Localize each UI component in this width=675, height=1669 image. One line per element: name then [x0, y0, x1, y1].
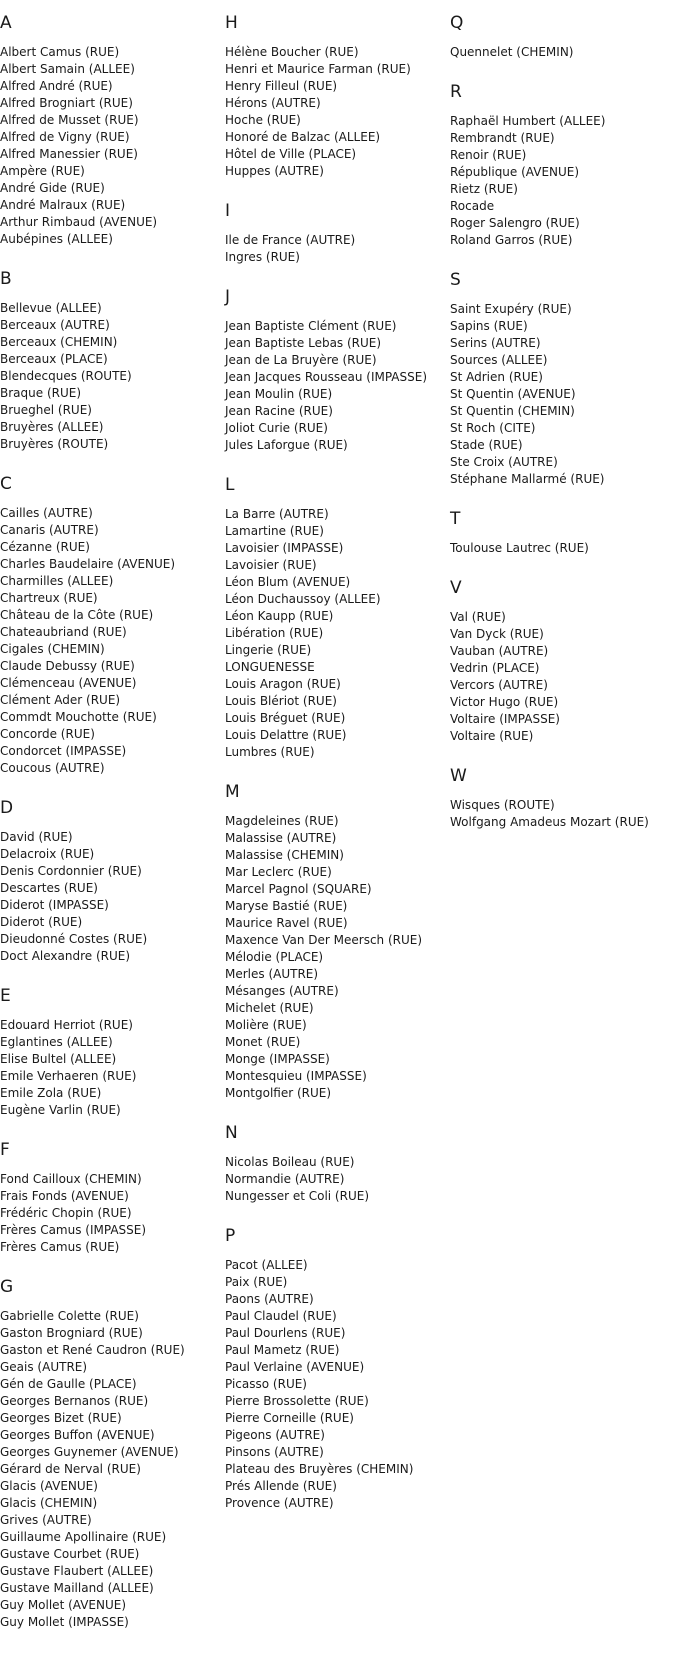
street-item[interactable]: Jean Baptiste Lebas (RUE)	[225, 336, 382, 350]
street-item[interactable]: Hérons (AUTRE)	[225, 96, 321, 110]
street-list	[450, 44, 675, 61]
street-item[interactable]: Arthur Rimbaud (AVENUE)	[0, 215, 158, 229]
street-item[interactable]: Stéphane Mallarmé (RUE)	[450, 472, 605, 486]
street-item[interactable]: Pierre Corneille (RUE)	[225, 1411, 354, 1425]
street-item[interactable]: Glacis (AVENUE)	[0, 1479, 98, 1493]
street-item[interactable]: Lamartine (RUE)	[225, 524, 324, 538]
street-item[interactable]: Château de la Côte (RUE)	[0, 608, 154, 622]
street-item[interactable]: Cigales (CHEMIN)	[0, 642, 105, 656]
street-item[interactable]: Prés Allende (RUE)	[225, 1479, 337, 1493]
street-item[interactable]: Maryse Bastié (RUE)	[225, 899, 348, 913]
street-item[interactable]: Vedrin (PLACE)	[450, 661, 540, 675]
street-item[interactable]: Jules Laforgue (RUE)	[225, 438, 348, 452]
street-item[interactable]: Grives (AUTRE)	[0, 1513, 92, 1527]
street-item[interactable]: Claude Debussy (RUE)	[0, 659, 135, 673]
street-item[interactable]: Wisques (ROUTE)	[450, 798, 555, 812]
street-item[interactable]: Louis Delattre (RUE)	[225, 728, 347, 742]
street-item[interactable]: Paix (RUE)	[225, 1275, 288, 1289]
street-item[interactable]: Stade (RUE)	[450, 438, 523, 452]
letter-section-a	[0, 12, 225, 248]
street-item[interactable]: Nicolas Boileau (RUE)	[225, 1155, 355, 1169]
letter-section-q	[450, 12, 675, 61]
street-item[interactable]: Georges Guynemer (AVENUE)	[0, 1445, 179, 1459]
letter-heading: T	[450, 509, 461, 529]
street-list	[0, 1171, 225, 1256]
street-item[interactable]: Pinsons (AUTRE)	[225, 1445, 324, 1459]
street-item[interactable]: Bruyères (ROUTE)	[0, 437, 109, 451]
street-item[interactable]: Alfred Manessier (RUE)	[0, 147, 138, 161]
street-item[interactable]: Léon Kaupp (RUE)	[225, 609, 334, 623]
street-item[interactable]: Rocade	[450, 199, 495, 213]
street-item[interactable]: Geais (AUTRE)	[0, 1360, 88, 1374]
street-item[interactable]: Hélène Boucher (RUE)	[225, 45, 359, 59]
street-item[interactable]: Alfred de Vigny (RUE)	[0, 130, 130, 144]
street-list	[450, 609, 675, 745]
street-item[interactable]: Aubépines (ALLEE)	[0, 232, 113, 246]
street-item[interactable]: Henry Filleul (RUE)	[225, 79, 338, 93]
street-item[interactable]: Ste Croix (AUTRE)	[450, 455, 558, 469]
street-item[interactable]: Louis Blériot (RUE)	[225, 694, 337, 708]
letter-heading: Q	[450, 13, 464, 33]
street-item[interactable]: André Malraux (RUE)	[0, 198, 126, 212]
street-item[interactable]: St Adrien (RUE)	[450, 370, 543, 384]
street-item[interactable]: Hoche (RUE)	[225, 113, 301, 127]
street-item[interactable]: Gérard de Nerval (RUE)	[0, 1462, 141, 1476]
street-item[interactable]: Ile de France (AUTRE)	[225, 233, 356, 247]
street-item[interactable]: Paul Dourlens (RUE)	[225, 1326, 346, 1340]
street-item[interactable]: Renoir (RUE)	[450, 148, 527, 162]
letter-heading: N	[225, 1123, 238, 1143]
letter-section-b	[0, 268, 225, 453]
street-item[interactable]: Fond Cailloux (CHEMIN)	[0, 1172, 142, 1186]
street-item[interactable]: Elise Bultel (ALLEE)	[0, 1052, 117, 1066]
street-item[interactable]: St Quentin (AVENUE)	[450, 387, 576, 401]
street-item[interactable]: Maxence Van Der Meersch (RUE)	[225, 933, 423, 947]
street-item[interactable]: Monge (IMPASSE)	[225, 1052, 330, 1066]
street-item[interactable]: Sapins (RUE)	[450, 319, 528, 333]
street-item[interactable]: Montesquieu (IMPASSE)	[225, 1069, 367, 1083]
street-item[interactable]: Clémenceau (AVENUE)	[0, 676, 137, 690]
letter-heading: B	[0, 269, 12, 289]
street-item[interactable]: Denis Cordonnier (RUE)	[0, 864, 142, 878]
street-list	[225, 813, 450, 1102]
street-item[interactable]: Frères Camus (RUE)	[0, 1240, 120, 1254]
street-item[interactable]: Lingerie (RUE)	[225, 643, 312, 657]
street-item[interactable]: Marcel Pagnol (SQUARE)	[225, 882, 372, 896]
street-item[interactable]: Eglantines (ALLEE)	[0, 1035, 113, 1049]
street-item[interactable]: Descartes (RUE)	[0, 881, 98, 895]
street-item[interactable]: Paul Verlaine (AVENUE)	[225, 1360, 365, 1374]
street-item[interactable]: Voltaire (RUE)	[450, 729, 534, 743]
letter-section-d	[0, 797, 225, 965]
street-item[interactable]: Vercors (AUTRE)	[450, 678, 548, 692]
street-item[interactable]: Louis Bréguet (RUE)	[225, 711, 346, 725]
street-item[interactable]: Lavoisier (RUE)	[225, 558, 317, 572]
street-list	[0, 829, 225, 965]
street-item[interactable]: Mar Leclerc (RUE)	[225, 865, 332, 879]
street-item[interactable]: La Barre (AUTRE)	[225, 507, 329, 521]
street-item[interactable]: Roger Salengro (RUE)	[450, 216, 580, 230]
street-item[interactable]: Bruyères (ALLEE)	[0, 420, 104, 434]
street-item[interactable]: Léon Duchaussoy (ALLEE)	[225, 592, 381, 606]
street-item[interactable]: Charles Baudelaire (AVENUE)	[0, 557, 176, 571]
street-item[interactable]: Serins (AUTRE)	[450, 336, 541, 350]
street-item[interactable]: Picasso (RUE)	[225, 1377, 307, 1391]
letter-section-e	[0, 985, 225, 1119]
street-item[interactable]: Gabrielle Colette (RUE)	[0, 1309, 139, 1323]
letter-heading: W	[450, 766, 467, 786]
letter-heading: G	[0, 1277, 14, 1297]
column-3	[450, 0, 675, 851]
street-item[interactable]: Dieudonné Costes (RUE)	[0, 932, 148, 946]
street-item[interactable]: Lavoisier (IMPASSE)	[225, 541, 344, 555]
street-item[interactable]: Sources (ALLEE)	[450, 353, 548, 367]
letter-heading: C	[0, 474, 12, 494]
letter-section-g	[0, 1276, 225, 1631]
street-item[interactable]: Eugène Varlin (RUE)	[0, 1103, 121, 1117]
street-item[interactable]: Pacot (ALLEE)	[225, 1258, 308, 1272]
street-list	[225, 318, 450, 454]
street-item[interactable]: Braque (RUE)	[0, 386, 82, 400]
street-item[interactable]: Guy Mollet (IMPASSE)	[0, 1615, 129, 1629]
street-item[interactable]: David (RUE)	[0, 830, 73, 844]
letter-heading: M	[225, 782, 240, 802]
street-item[interactable]: Mélodie (PLACE)	[225, 950, 324, 964]
street-item[interactable]: Chateaubriand (RUE)	[0, 625, 127, 639]
street-item[interactable]: Rietz (RUE)	[450, 182, 518, 196]
street-item[interactable]: Michelet (RUE)	[225, 1001, 314, 1015]
street-item[interactable]: Gén de Gaulle (PLACE)	[0, 1377, 137, 1391]
street-item[interactable]: Albert Samain (ALLEE)	[0, 62, 135, 76]
street-list	[0, 44, 225, 248]
letter-heading: F	[0, 1140, 10, 1160]
street-list	[450, 797, 675, 831]
street-item[interactable]: Condorcet (IMPASSE)	[0, 744, 127, 758]
street-item[interactable]: Merles (AUTRE)	[225, 967, 319, 981]
street-item[interactable]: Magdeleines (RUE)	[225, 814, 339, 828]
street-item[interactable]: Commdt Mouchotte (RUE)	[0, 710, 157, 724]
street-item[interactable]: Doct Alexandre (RUE)	[0, 949, 131, 963]
street-item[interactable]: Léon Blum (AVENUE)	[225, 575, 351, 589]
street-item[interactable]: Paons (AUTRE)	[225, 1292, 314, 1306]
street-item[interactable]: Louis Aragon (RUE)	[225, 677, 341, 691]
column-1	[0, 0, 225, 1651]
street-list	[225, 506, 450, 761]
letter-section-m	[225, 781, 450, 1102]
street-item[interactable]: Jean Jacques Rousseau (IMPASSE)	[225, 370, 428, 384]
street-item[interactable]: Montgolfier (RUE)	[225, 1086, 332, 1100]
letter-section-s	[450, 269, 675, 488]
street-item[interactable]: Voltaire (IMPASSE)	[450, 712, 560, 726]
street-item[interactable]: Henri et Maurice Farman (RUE)	[225, 62, 411, 76]
street-list	[225, 1154, 450, 1205]
street-item[interactable]: Canaris (AUTRE)	[0, 523, 99, 537]
street-item[interactable]: Guy Mollet (AVENUE)	[0, 1598, 127, 1612]
street-item[interactable]: Alfred de Musset (RUE)	[0, 113, 139, 127]
street-item[interactable]: Charmilles (ALLEE)	[0, 574, 114, 588]
street-item[interactable]: Georges Bizet (RUE)	[0, 1411, 122, 1425]
street-item[interactable]: Libération (RUE)	[225, 626, 324, 640]
letter-heading: S	[450, 270, 461, 290]
street-item[interactable]: Val (RUE)	[450, 610, 506, 624]
letter-section-i	[225, 200, 450, 266]
column-2	[225, 0, 450, 1532]
street-item[interactable]: Provence (AUTRE)	[225, 1496, 334, 1510]
street-item[interactable]: St Roch (CITE)	[450, 421, 536, 435]
street-list	[450, 540, 675, 557]
street-item[interactable]: Coucous (AUTRE)	[0, 761, 105, 775]
street-item[interactable]: Georges Bernanos (RUE)	[0, 1394, 149, 1408]
street-list	[225, 232, 450, 266]
street-list	[0, 1308, 225, 1631]
letter-section-w	[450, 765, 675, 831]
letter-section-l	[225, 474, 450, 761]
street-item[interactable]: Pigeons (AUTRE)	[225, 1428, 325, 1442]
letter-heading: P	[225, 1226, 236, 1246]
street-item[interactable]: Paul Claudel (RUE)	[225, 1309, 337, 1323]
street-item[interactable]: Monet (RUE)	[225, 1035, 301, 1049]
street-item[interactable]: Jean Baptiste Clément (RUE)	[225, 319, 397, 333]
letter-section-c	[0, 473, 225, 777]
street-item[interactable]: Raphaël Humbert (ALLEE)	[450, 114, 606, 128]
street-item[interactable]: Ingres (RUE)	[225, 250, 300, 264]
street-list	[225, 44, 450, 180]
street-item[interactable]: Frédéric Chopin (RUE)	[0, 1206, 132, 1220]
street-item[interactable]: Georges Buffon (AVENUE)	[0, 1428, 155, 1442]
street-list	[450, 301, 675, 488]
street-list	[0, 505, 225, 777]
street-item[interactable]: Chartreux (RUE)	[0, 591, 98, 605]
street-item[interactable]: Ampère (RUE)	[0, 164, 85, 178]
letter-section-r	[450, 81, 675, 249]
letter-heading: I	[225, 201, 231, 221]
street-list	[225, 1257, 450, 1512]
street-item[interactable]: Alfred André (RUE)	[0, 79, 113, 93]
street-item[interactable]: Mésanges (AUTRE)	[225, 984, 339, 998]
street-item[interactable]: Glacis (CHEMIN)	[0, 1496, 98, 1510]
street-item[interactable]: Jean Racine (RUE)	[225, 404, 333, 418]
street-item[interactable]: Rembrandt (RUE)	[450, 131, 555, 145]
street-item[interactable]: Roland Garros (RUE)	[450, 233, 573, 247]
street-item[interactable]: Berceaux (PLACE)	[0, 352, 108, 366]
street-item[interactable]: Toulouse Lautrec (RUE)	[450, 541, 589, 555]
letter-heading: D	[0, 798, 14, 818]
street-list	[0, 300, 225, 453]
street-item[interactable]: Malassise (AUTRE)	[225, 831, 337, 845]
letter-heading: J	[225, 287, 231, 307]
street-item[interactable]: Diderot (RUE)	[0, 915, 83, 929]
street-item[interactable]: Blendecques (ROUTE)	[0, 369, 132, 383]
street-item[interactable]: Gaston et René Caudron (RUE)	[0, 1343, 185, 1357]
street-item[interactable]: Guillaume Apollinaire (RUE)	[0, 1530, 167, 1544]
letter-heading: E	[0, 986, 11, 1006]
street-item[interactable]: Gustave Mailland (ALLEE)	[0, 1581, 154, 1595]
street-item[interactable]: Maurice Ravel (RUE)	[225, 916, 348, 930]
letter-section-p	[225, 1225, 450, 1512]
street-item[interactable]: Van Dyck (RUE)	[450, 627, 544, 641]
street-item[interactable]: Cézanne (RUE)	[0, 540, 90, 554]
street-item[interactable]: Edouard Herriot (RUE)	[0, 1018, 133, 1032]
street-item[interactable]: Jean Moulin (RUE)	[225, 387, 333, 401]
street-item[interactable]: Brueghel (RUE)	[0, 403, 92, 417]
street-item[interactable]: Pierre Brossolette (RUE)	[225, 1394, 369, 1408]
street-item[interactable]: André Gide (RUE)	[0, 181, 105, 195]
letter-section-h	[225, 12, 450, 180]
street-list	[0, 1017, 225, 1119]
street-item[interactable]: Saint Exupéry (RUE)	[450, 302, 572, 316]
street-item[interactable]: Berceaux (AUTRE)	[0, 318, 110, 332]
street-list	[450, 113, 675, 249]
street-item[interactable]: Hôtel de Ville (PLACE)	[225, 147, 357, 161]
street-item[interactable]: Bellevue (ALLEE)	[0, 301, 102, 315]
street-item[interactable]: Emile Zola (RUE)	[0, 1086, 102, 1100]
street-item[interactable]: Berceaux (CHEMIN)	[0, 335, 118, 349]
street-item[interactable]: Vauban (AUTRE)	[450, 644, 549, 658]
letter-section-j	[225, 286, 450, 454]
letter-section-f	[0, 1139, 225, 1256]
street-item[interactable]: Plateau des Bruyères (CHEMIN)	[225, 1462, 414, 1476]
letter-heading: L	[225, 475, 235, 495]
street-item[interactable]: Delacroix (RUE)	[0, 847, 95, 861]
street-item[interactable]: Honoré de Balzac (ALLEE)	[225, 130, 381, 144]
letter-section-v	[450, 577, 675, 745]
street-item[interactable]: LONGUENESSE	[225, 660, 315, 674]
street-item[interactable]: Diderot (IMPASSE)	[0, 898, 109, 912]
street-item[interactable]: Wolfgang Amadeus Mozart (RUE)	[450, 815, 649, 829]
street-item[interactable]: Gaston Brogniard (RUE)	[0, 1326, 143, 1340]
street-item[interactable]: Malassise (CHEMIN)	[225, 848, 344, 862]
street-item[interactable]: Albert Camus (RUE)	[0, 45, 120, 59]
street-item[interactable]: Nungesser et Coli (RUE)	[225, 1189, 369, 1203]
letter-heading: H	[225, 13, 238, 33]
street-item[interactable]: Jean de La Bruyère (RUE)	[225, 353, 377, 367]
street-item[interactable]: Quennelet (CHEMIN)	[450, 45, 574, 59]
letter-heading: R	[450, 82, 462, 102]
street-item[interactable]: Normandie (AUTRE)	[225, 1172, 345, 1186]
letter-section-t	[450, 508, 675, 557]
letter-section-n	[225, 1122, 450, 1205]
street-item[interactable]: République (AVENUE)	[450, 165, 580, 179]
street-item[interactable]: Paul Mametz (RUE)	[225, 1343, 340, 1357]
letter-heading: V	[450, 578, 462, 598]
street-item[interactable]: Victor Hugo (RUE)	[450, 695, 559, 709]
street-item[interactable]: Molière (RUE)	[225, 1018, 307, 1032]
street-item[interactable]: St Quentin (CHEMIN)	[450, 404, 575, 418]
street-item[interactable]: Clément Ader (RUE)	[0, 693, 121, 707]
street-item[interactable]: Frères Camus (IMPASSE)	[0, 1223, 147, 1237]
street-item[interactable]: Lumbres (RUE)	[225, 745, 315, 759]
letter-heading: A	[0, 13, 12, 33]
street-item[interactable]: Gustave Flaubert (ALLEE)	[0, 1564, 154, 1578]
street-item[interactable]: Huppes (AUTRE)	[225, 164, 324, 178]
street-item[interactable]: Concorde (RUE)	[0, 727, 95, 741]
street-item[interactable]: Alfred Brogniart (RUE)	[0, 96, 133, 110]
street-item[interactable]: Joliot Curie (RUE)	[225, 421, 328, 435]
street-item[interactable]: Cailles (AUTRE)	[0, 506, 93, 520]
street-item[interactable]: Frais Fonds (AVENUE)	[0, 1189, 129, 1203]
street-item[interactable]: Gustave Courbet (RUE)	[0, 1547, 140, 1561]
street-item[interactable]: Emile Verhaeren (RUE)	[0, 1069, 137, 1083]
